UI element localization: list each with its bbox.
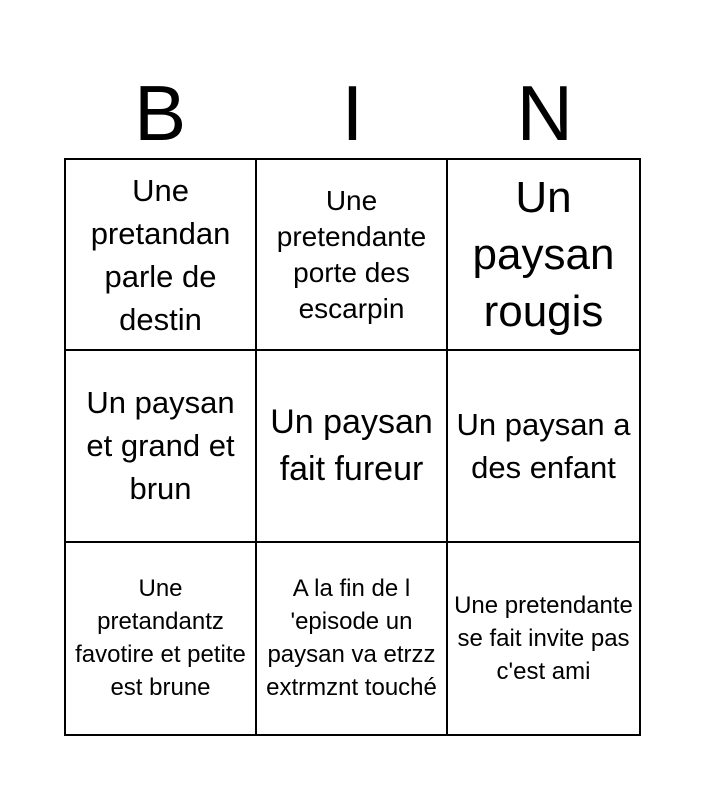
bingo-cell-r1-c2[interactable] — [257, 160, 448, 351]
bingo-cell-r1-c1[interactable] — [66, 160, 257, 351]
bingo-header — [64, 70, 641, 156]
bingo-cell-text: Un paysan rougis — [472, 173, 615, 337]
bingo-cell-r2-c1[interactable] — [66, 351, 257, 542]
bingo-cell-text: Une pretendante porte des escarpin — [276, 184, 427, 324]
bingo-cell-text: A la fin de l 'episode un paysan va etrzz extrmznt touché — [266, 575, 437, 702]
bingo-cell-text: Un paysan fait fureur — [270, 402, 433, 488]
header-letter-b: B — [134, 69, 187, 157]
bingo-cell-r3-c3[interactable] — [448, 543, 639, 734]
bingo-cell-text: Un paysan a des enfant — [456, 406, 631, 485]
header-letter-i: I — [341, 69, 364, 157]
header-letter-n: N — [516, 69, 573, 157]
bingo-cell-text: Une pretandan parle de destin — [90, 172, 231, 337]
bingo-cell-r3-c1[interactable] — [66, 543, 257, 734]
bingo-cell-r3-c2[interactable] — [257, 543, 448, 734]
bingo-cell-text: Une pretandantz favotire et petite est brune — [75, 575, 246, 702]
bingo-cell-r1-c3[interactable] — [448, 160, 639, 351]
bingo-cell-r2-c3[interactable] — [448, 351, 639, 542]
bingo-board — [64, 158, 641, 736]
bingo-cell-r2-c2[interactable] — [257, 351, 448, 542]
bingo-cell-text: Un paysan et grand et brun — [86, 385, 235, 507]
bingo-cell-text: Une pretendante se fait invite pas c'est ami — [454, 591, 633, 685]
